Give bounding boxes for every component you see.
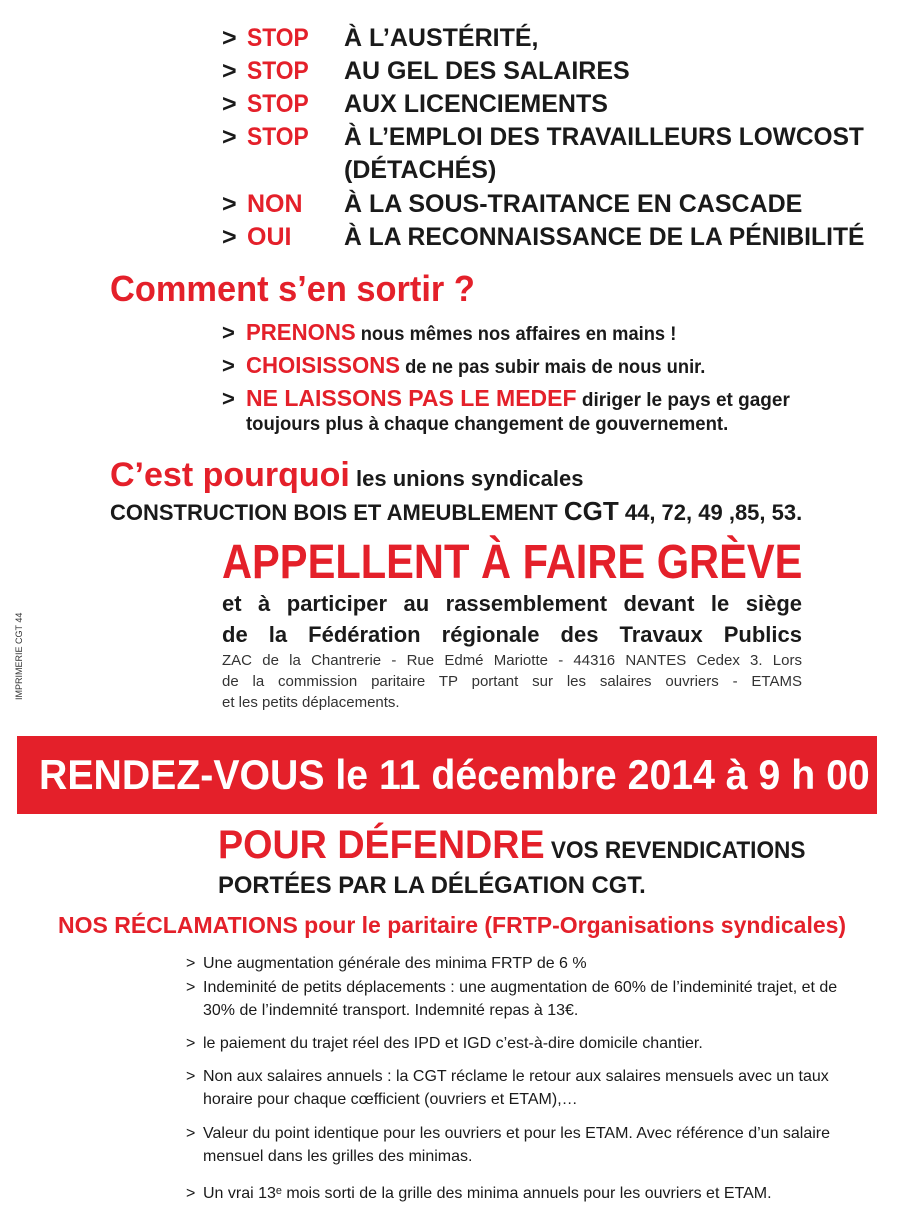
arrow-icon: > xyxy=(222,320,235,345)
how-item xyxy=(222,349,822,382)
stop-text-cont: (DÉTACHÉS) xyxy=(344,156,497,184)
portees-line: PORTÉES PAR LA DÉLÉGATION CGT. xyxy=(218,872,646,899)
claim-line: le paiement du trajet réel des IPD et IGD c’est-à-dire domicile chantier. xyxy=(203,1035,703,1052)
arrow-icon: > xyxy=(222,57,237,85)
stop-keyword: NON xyxy=(247,190,303,218)
arrow-icon: > xyxy=(222,90,237,118)
stop-text: À L’AUSTÉRITÉ, xyxy=(344,24,539,52)
stop-text: À LA SOUS-TRAITANCE EN CASCADE xyxy=(344,190,803,218)
arrow-icon: > xyxy=(222,386,235,411)
stop-keyword: STOP xyxy=(247,90,309,118)
address-line: de la commission paritaire TP portant sur les salaires ouvriers - ETAMS xyxy=(222,673,802,690)
claim-line: 30% de l’indemnité transport. Indemnité repas à 13€. xyxy=(203,1002,579,1019)
arrow-icon: > xyxy=(222,123,237,151)
how-list xyxy=(222,316,822,415)
arrow-icon: > xyxy=(222,353,235,378)
arrow-icon: > xyxy=(186,1185,196,1202)
arrow-icon: > xyxy=(186,1068,196,1085)
how-text: diriger le pays et gager xyxy=(576,390,790,411)
pourquoi-text: les unions syndicales xyxy=(349,466,584,491)
stop-keyword: STOP xyxy=(247,123,309,151)
claim-line: mensuel dans les grilles des minimas. xyxy=(203,1148,473,1165)
stop-item xyxy=(222,22,862,55)
construction-line xyxy=(110,496,802,527)
address-line: ZAC de la Chantrerie - Rue Edmé Mariotte - 44316 NANTES Cedex 3. Lors xyxy=(222,652,802,669)
how-text: de ne pas subir mais de nous unir. xyxy=(400,357,706,378)
how-item xyxy=(222,316,822,349)
strike-call-heading: APPELLENT À FAIRE GRÈVE xyxy=(222,536,803,589)
stop-keyword: OUI xyxy=(247,223,292,251)
arrow-icon: > xyxy=(186,955,196,972)
stop-item xyxy=(222,188,862,221)
stop-item xyxy=(222,55,862,88)
participer-line: de la Fédération régionale des Travaux Publics xyxy=(222,622,802,647)
claim-line: horaire pour chaque cœfficient (ouvriers et ETAM),… xyxy=(203,1091,578,1108)
how-keyword: PRENONS xyxy=(246,319,356,345)
address-line: et les petits déplacements. xyxy=(222,694,400,711)
defend-keyword: POUR DÉFENDRE xyxy=(218,823,545,867)
how-keyword: NE LAISSONS PAS LE MEDEF xyxy=(246,385,577,411)
how-keyword: CHOISISSONS xyxy=(246,352,401,378)
stop-text: AU GEL DES SALAIRES xyxy=(344,57,630,85)
cgt-label: CGT xyxy=(563,496,619,526)
arrow-icon: > xyxy=(186,1125,196,1142)
pourquoi-keyword: C’est pourquoi xyxy=(110,456,350,494)
stop-item xyxy=(222,121,862,188)
union-numbers: 44, 72, 49 ,85, 53. xyxy=(618,500,803,525)
arrow-icon: > xyxy=(186,1035,196,1052)
stop-item xyxy=(222,221,865,254)
defend-text: VOS REVENDICATIONS xyxy=(544,837,806,864)
arrow-icon: > xyxy=(222,223,237,251)
stop-text: À LA RECONNAISSANCE DE LA PÉNIBILITÉ xyxy=(344,223,865,251)
claim-line: Non aux salaires annuels : la CGT réclame le retour aux salaires mensuels avec un taux xyxy=(203,1068,829,1085)
address-text xyxy=(222,650,802,713)
participer-text xyxy=(222,588,802,650)
how-continuation: toujours plus à chaque changement de gouvernement. xyxy=(246,414,729,435)
claim-line: Indeminité de petits déplacements : une augmentation de 60% de l’indeminité trajet, et de xyxy=(203,979,838,996)
rendezvous-text: RENDEZ-VOUS le 11 décembre 2014 à 9 h 00 xyxy=(39,751,870,798)
stop-text: À L’EMPLOI DES TRAVAILLEURS LOWCOST xyxy=(344,123,864,151)
pourquoi-line xyxy=(110,456,583,495)
stop-text: AUX LICENCIEMENTS xyxy=(344,90,608,118)
claim-line: Un vrai 13ᵉ mois sorti de la grille des minima annuels pour les ouvriers et ETAM. xyxy=(203,1185,772,1202)
construction-text: CONSTRUCTION BOIS ET AMEUBLEMENT xyxy=(110,500,564,525)
participer-line: et à participer au rassemblement devant le siège xyxy=(222,591,802,616)
printer-credit: IMPRIMERIE CGT 44 xyxy=(14,612,24,700)
defend-line xyxy=(218,823,805,868)
how-text: nous mêmes nos affaires en mains ! xyxy=(355,324,677,345)
reclamations-heading: NOS RÉCLAMATIONS pour le paritaire (FRTP-Organisations syndicales) xyxy=(58,912,847,938)
arrow-icon: > xyxy=(222,190,237,218)
comment-heading: Comment s’en sortir ? xyxy=(110,268,475,309)
rendezvous-banner xyxy=(17,736,877,814)
claim-line: Valeur du point identique pour les ouvriers et pour les ETAM. Avec référence d’un salaire xyxy=(203,1125,831,1142)
claim-line: Une augmentation générale des minima FRTP de 6 % xyxy=(203,955,587,972)
stop-list xyxy=(222,22,865,254)
stop-keyword: STOP xyxy=(247,24,309,52)
stop-item xyxy=(222,88,862,121)
stop-keyword: STOP xyxy=(247,57,309,85)
arrow-icon: > xyxy=(222,24,237,52)
arrow-icon: > xyxy=(186,979,196,996)
